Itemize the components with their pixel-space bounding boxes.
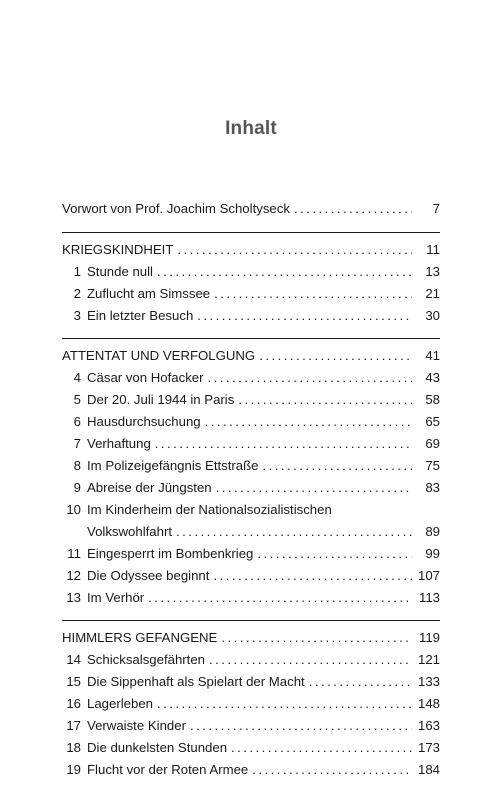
- chapter-title: Verhaftung: [87, 436, 151, 451]
- toc-chapter-entry[interactable]: [62, 261, 440, 283]
- chapter-title: Abreise der Jüngsten: [87, 480, 212, 495]
- toc-part-heading[interactable]: [62, 345, 440, 367]
- toc-page-number: 113: [418, 590, 440, 605]
- chapter-title: Hausdurchsuchung: [87, 414, 201, 429]
- toc-chapter-entry[interactable]: [62, 499, 440, 521]
- toc-chapter-entry[interactable]: [62, 649, 440, 671]
- dot-leader: [214, 283, 412, 305]
- chapter-number: 17: [66, 718, 81, 733]
- toc-page-number: 99: [425, 546, 440, 561]
- chapter-number: 19: [66, 762, 81, 777]
- chapter-title: Die dunkelsten Stunden: [87, 740, 228, 755]
- dot-leader: [190, 715, 412, 737]
- chapter-number: 6: [73, 414, 81, 429]
- toc-chapter-entry[interactable]: [62, 737, 440, 759]
- chapter-number: 4: [73, 370, 81, 385]
- toc-chapter-entry[interactable]: [62, 367, 440, 389]
- toc-page-number: 30: [425, 308, 440, 323]
- toc-chapter-entry[interactable]: [62, 565, 440, 587]
- toc-part-heading[interactable]: [62, 239, 440, 261]
- toc-part-title: KRIEGSKINDHEIT: [62, 242, 174, 257]
- chapter-title: Stunde null: [87, 264, 153, 279]
- chapter-number: 14: [66, 652, 81, 667]
- toc-entry-preface[interactable]: [62, 198, 440, 220]
- toc-chapter-entry-continued[interactable]: [62, 521, 440, 543]
- chapter-number: 12: [66, 568, 81, 583]
- dot-leader: [216, 477, 412, 499]
- dot-leader: [155, 433, 412, 455]
- chapter-title: Ein letzter Besuch: [87, 308, 194, 323]
- chapter-title: Im Kinderheim der Nationalsozialistischen: [87, 502, 332, 517]
- dot-leader: [157, 261, 412, 283]
- toc-chapter-entry[interactable]: [62, 477, 440, 499]
- toc-page-number: 13: [425, 264, 440, 279]
- chapter-number: 9: [73, 480, 81, 495]
- toc-part-title: HIMMLERS GEFANGENE: [62, 630, 218, 645]
- toc-page-number: 83: [425, 480, 440, 495]
- chapter-title: Der 20. Juli 1944 in Paris: [87, 392, 235, 407]
- chapter-title: Verwaiste Kinder: [87, 718, 186, 733]
- toc-chapter-entry[interactable]: [62, 587, 440, 609]
- dot-leader: [213, 565, 412, 587]
- toc-chapter-entry[interactable]: [62, 433, 440, 455]
- toc-page-number: 69: [425, 436, 440, 451]
- toc-page-number: 43: [425, 370, 440, 385]
- toc-page-number: 11: [426, 242, 440, 257]
- toc-chapter-entry[interactable]: [62, 671, 440, 693]
- dot-leader: [259, 345, 412, 367]
- dot-leader: [205, 411, 412, 433]
- chapter-title: Im Polizeigefängnis Ettstraße: [87, 458, 259, 473]
- toc-chapter-entry[interactable]: [62, 715, 440, 737]
- toc-part-title: ATTENTAT UND VERFOLGUNG: [62, 348, 256, 363]
- chapter-number: 13: [66, 590, 81, 605]
- chapter-title: Im Verhör: [87, 590, 145, 605]
- chapter-title: Die Odyssee beginnt: [87, 568, 210, 583]
- chapter-number: 18: [66, 740, 81, 755]
- dot-leader: [208, 367, 412, 389]
- toc-page-number: 89: [425, 524, 440, 539]
- toc-chapter-entry[interactable]: [62, 305, 440, 327]
- chapter-title: Die Sippenhaft als Spielart der Macht: [87, 674, 305, 689]
- toc-page-number: 41: [425, 348, 440, 363]
- toc-page-number: 7: [432, 201, 440, 216]
- chapter-title: Schicksalsgefährten: [87, 652, 206, 667]
- toc-page-number: 65: [425, 414, 440, 429]
- chapter-number: 10: [66, 502, 81, 517]
- chapter-title: Flucht vor der Roten Armee: [87, 762, 249, 777]
- toc-chapter-entry[interactable]: [62, 693, 440, 715]
- chapter-title: Eingesperrt im Bombenkrieg: [87, 546, 254, 561]
- page-title: Inhalt: [225, 118, 277, 139]
- table-of-contents: [62, 198, 440, 781]
- dot-leader: [257, 543, 412, 565]
- toc-chapter-entry[interactable]: [62, 455, 440, 477]
- toc-page-number: 121: [417, 652, 440, 667]
- toc-page-number: 148: [417, 696, 440, 711]
- toc-page-number: 107: [417, 568, 440, 583]
- dot-leader: [157, 693, 412, 715]
- chapter-number: 11: [67, 546, 81, 561]
- chapter-number: 7: [73, 436, 81, 451]
- chapter-number: 5: [73, 392, 81, 407]
- chapter-title-continued: Volkswohlfahrt: [87, 524, 173, 539]
- dot-leader: [252, 759, 412, 781]
- toc-chapter-entry[interactable]: [62, 283, 440, 305]
- chapter-number: 15: [66, 674, 81, 689]
- chapter-number: 1: [73, 264, 81, 279]
- toc-chapter-entry[interactable]: [62, 543, 440, 565]
- toc-chapter-entry[interactable]: [62, 411, 440, 433]
- chapter-title: Lagerleben: [87, 696, 153, 711]
- chapter-number: 16: [66, 696, 81, 711]
- toc-page-number: 21: [425, 286, 440, 301]
- dot-leader: [294, 198, 412, 220]
- toc-page-number: 119: [418, 630, 440, 645]
- toc-entry-label: Vorwort von Prof. Joachim Scholtyseck: [62, 201, 290, 216]
- dot-leader: [197, 305, 412, 327]
- dot-leader: [176, 521, 412, 543]
- chapter-number: 2: [73, 286, 81, 301]
- toc-part-heading[interactable]: [62, 627, 440, 649]
- chapter-number: 3: [73, 308, 81, 323]
- chapter-title: Cäsar von Hofacker: [87, 370, 204, 385]
- toc-page-number: 184: [417, 762, 440, 777]
- dot-leader: [238, 389, 412, 411]
- dot-leader: [221, 627, 412, 649]
- toc-page-number: 75: [425, 458, 440, 473]
- dot-leader: [148, 587, 412, 609]
- dot-leader: [209, 649, 412, 671]
- chapter-title: Zuflucht am Simssee: [87, 286, 211, 301]
- toc-page-number: 173: [417, 740, 440, 755]
- dot-leader: [231, 737, 412, 759]
- chapter-number: 8: [73, 458, 81, 473]
- toc-page-number: 133: [417, 674, 440, 689]
- toc-page-number: 163: [417, 718, 440, 733]
- dot-leader: [177, 239, 412, 261]
- toc-chapter-entry[interactable]: [62, 389, 440, 411]
- toc-chapter-entry[interactable]: [62, 759, 440, 781]
- dot-leader: [309, 671, 412, 693]
- toc-page-number: 58: [425, 392, 440, 407]
- dot-leader: [263, 455, 412, 477]
